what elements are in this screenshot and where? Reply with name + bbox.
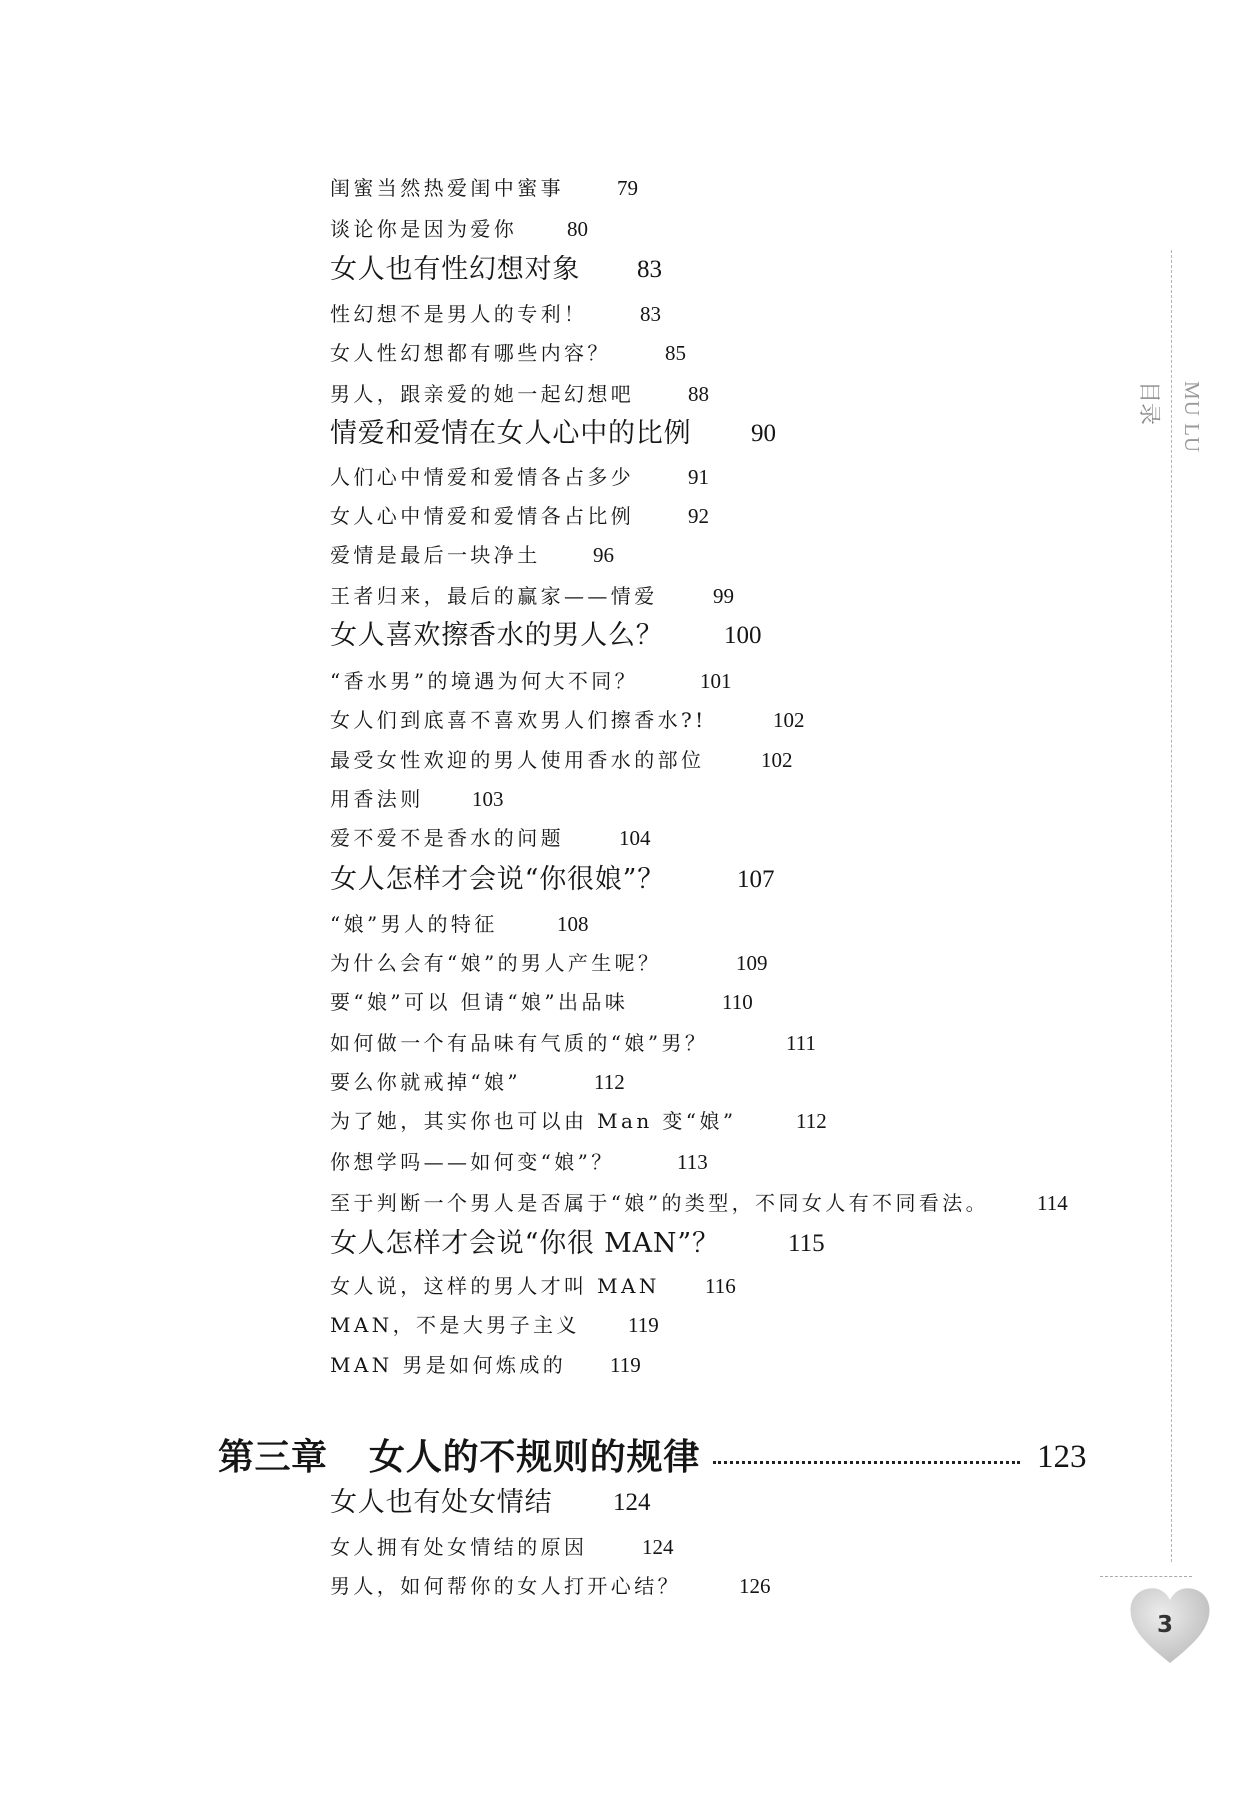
toc-item	[0, 217, 1238, 241]
toc-item	[0, 1313, 1238, 1337]
chapter-title: 女人的不规则的规律	[369, 1436, 701, 1478]
item-title: 男人，如何帮你的女人打开心结？	[330, 1574, 681, 1598]
toc-item	[0, 584, 1238, 608]
item-page: 88	[688, 382, 709, 406]
section-title: 女人怎样才会说“你很娘”？	[330, 864, 666, 895]
toc-item	[0, 748, 1238, 772]
section-title: 女人也有处女情结	[330, 1487, 553, 1518]
toc-item	[0, 990, 1238, 1014]
toc-item	[0, 1274, 1238, 1298]
item-title: 为了她，其实你也可以由 Man 变“娘”	[330, 1109, 737, 1133]
toc-item	[0, 951, 1238, 975]
toc-item	[0, 708, 1238, 732]
toc-item	[0, 504, 1238, 528]
toc-item	[0, 787, 1238, 811]
section-page: 90	[751, 420, 776, 447]
section-title: 情爱和爱情在女人心中的比例	[330, 418, 692, 449]
item-title: 爱不爱不是香水的问题	[330, 826, 564, 850]
item-title: 女人拥有处女情结的原因	[330, 1535, 588, 1559]
section-page: 83	[637, 256, 662, 283]
item-title: 女人性幻想都有哪些内容？	[330, 341, 611, 365]
toc-item	[0, 1535, 1238, 1559]
item-page: 91	[688, 465, 709, 489]
item-title: 要“娘”可以 但请“娘”出品味	[330, 990, 629, 1014]
item-page: 101	[700, 669, 732, 693]
item-title: 闺蜜当然热爱闺中蜜事	[330, 176, 564, 200]
toc-section	[0, 418, 1238, 450]
item-page: 102	[773, 708, 805, 732]
toc-item	[0, 669, 1238, 693]
toc-item	[0, 826, 1238, 850]
section-page: 100	[724, 622, 762, 649]
item-page: 96	[593, 543, 614, 567]
item-page: 108	[557, 912, 589, 936]
item-title: 为什么会有“娘”的男人产生呢？	[330, 951, 662, 975]
item-page: 109	[736, 951, 768, 975]
item-title: 如何做一个有品味有气质的“娘”男？	[330, 1031, 709, 1055]
item-title: 女人们到底喜不喜欢男人们擦香水?!	[330, 708, 707, 732]
dotted-leader	[713, 1461, 1020, 1464]
item-page: 85	[665, 341, 686, 365]
item-page: 112	[594, 1070, 625, 1094]
item-title: 要么你就戒掉“娘”	[330, 1070, 522, 1094]
chapter-page: 123	[1037, 1439, 1087, 1475]
item-title: 王者归来，最后的赢家——情爱	[330, 584, 658, 608]
item-page: 116	[705, 1274, 736, 1298]
item-title: 爱情是最后一块净土	[330, 543, 541, 567]
item-title: MAN，不是大男子主义	[330, 1313, 580, 1337]
side-title: 目录	[1136, 381, 1161, 426]
item-page: 110	[722, 990, 753, 1014]
toc-item	[0, 382, 1238, 406]
section-title: 女人怎样才会说“你很 MAN”？	[330, 1228, 720, 1259]
item-page: 112	[796, 1109, 827, 1133]
item-title: 谈论你是因为爱你	[330, 217, 518, 241]
section-title: 女人也有性幻想对象	[330, 254, 581, 285]
item-page: 119	[628, 1313, 659, 1337]
item-page: 111	[786, 1031, 816, 1055]
item-page: 80	[567, 217, 588, 241]
item-page: 113	[677, 1150, 708, 1174]
item-title: 最受女性欢迎的男人使用香水的部位	[330, 748, 705, 772]
chapter-label: 第三章	[218, 1436, 328, 1478]
item-page: 119	[610, 1353, 641, 1377]
toc-item	[0, 1070, 1238, 1094]
item-page: 79	[617, 176, 638, 200]
item-page: 103	[472, 787, 504, 811]
toc-item	[0, 465, 1238, 489]
item-title: 男人，跟亲爱的她一起幻想吧	[330, 382, 635, 406]
toc-item	[0, 1150, 1238, 1174]
page-number: 3	[1157, 1612, 1174, 1638]
item-page: 104	[619, 826, 651, 850]
toc-chapter	[0, 1435, 1238, 1479]
item-title: MAN 男是如何炼成的	[330, 1353, 567, 1377]
item-title: 用香法则	[330, 787, 424, 811]
toc-item	[0, 302, 1238, 326]
item-title: 女人心中情爱和爱情各占比例	[330, 504, 635, 528]
item-page: 92	[688, 504, 709, 528]
item-title: 你想学吗——如何变“娘”？	[330, 1150, 615, 1174]
toc-section	[0, 1228, 1238, 1260]
section-page: 107	[737, 866, 775, 893]
item-title: 女人说，这样的男人才叫 MAN	[330, 1274, 660, 1298]
toc-item	[0, 1031, 1238, 1055]
side-title-latin: MU LU	[1180, 381, 1204, 454]
item-page: 102	[761, 748, 793, 772]
toc-item	[0, 1353, 1238, 1377]
toc-section	[0, 254, 1238, 286]
section-page: 124	[613, 1489, 651, 1516]
item-title: 人们心中情爱和爱情各占多少	[330, 465, 635, 489]
section-page: 115	[788, 1230, 825, 1257]
toc-item	[0, 543, 1238, 567]
item-page: 83	[640, 302, 661, 326]
toc-section	[0, 864, 1238, 896]
toc-item	[0, 912, 1238, 936]
toc-item	[0, 1191, 1238, 1215]
item-page: 99	[713, 584, 734, 608]
item-page: 114	[1037, 1191, 1068, 1215]
toc-item	[0, 176, 1238, 200]
item-title: 性幻想不是男人的专利！	[330, 302, 588, 326]
toc-item	[0, 341, 1238, 365]
margin-dashed-rule	[1171, 250, 1172, 1562]
item-title: “娘”男人的特征	[330, 912, 498, 936]
item-title: 至于判断一个男人是否属于“娘”的类型，不同女人有不同看法。	[330, 1191, 990, 1215]
footer-dashed-rule	[1100, 1576, 1192, 1577]
item-page: 124	[642, 1535, 674, 1559]
toc-section	[0, 620, 1238, 652]
toc-item	[0, 1574, 1238, 1598]
section-title: 女人喜欢擦香水的男人么？	[330, 620, 664, 651]
item-page: 126	[739, 1574, 771, 1598]
toc-item	[0, 1109, 1238, 1133]
toc-section	[0, 1487, 1238, 1519]
item-title: “香水男”的境遇为何大不同？	[330, 669, 639, 693]
